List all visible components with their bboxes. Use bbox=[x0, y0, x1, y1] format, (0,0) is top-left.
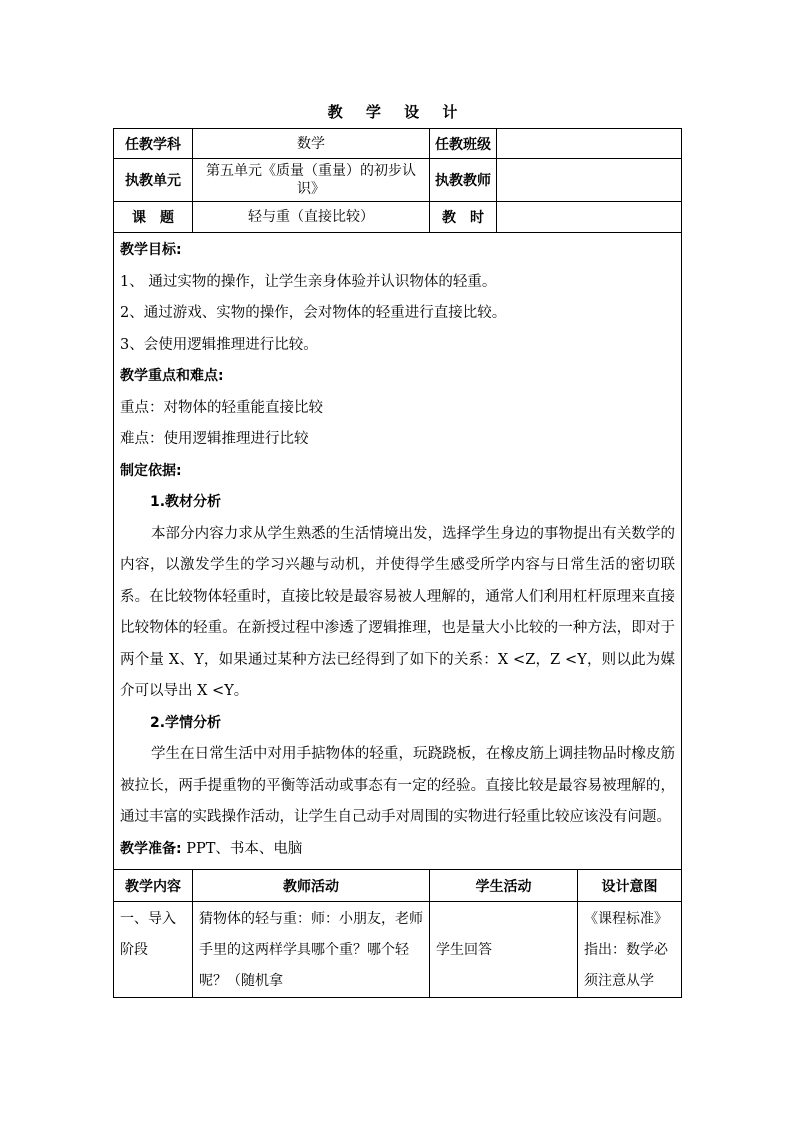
basis-heading: 制定依据: bbox=[120, 462, 182, 479]
preparation-label: 教学准备: bbox=[120, 840, 182, 857]
col-header-teacher: 教师活动 bbox=[193, 870, 430, 902]
lesson-plan-table bbox=[113, 128, 682, 998]
preparation bbox=[120, 834, 675, 866]
row-teacher-activity: 猜物体的轻与重：师：小朋友，老师手里的这两样学具哪个重？哪个轻呢？（随机拿 bbox=[193, 902, 430, 998]
key-point: 重点：对物体的轻重能直接比较 bbox=[120, 399, 323, 416]
lesson-value: 轻与重（直接比较） bbox=[193, 202, 430, 233]
difficulty-point: 难点：使用逻辑推理进行比较 bbox=[120, 431, 309, 447]
teacher-value bbox=[497, 159, 682, 202]
goal-item: 2、通过游戏、实物的操作，会对物体的轻重进行直接比较。 bbox=[120, 305, 507, 321]
subject-label: 任教学科 bbox=[114, 129, 193, 159]
col-header-intent: 设计意图 bbox=[578, 870, 682, 902]
goals-heading: 教学目标: bbox=[120, 242, 182, 258]
focus-heading: 教学重点和难点: bbox=[120, 368, 224, 384]
col-header-content: 教学内容 bbox=[114, 870, 193, 902]
textbook-analysis-text: 本部分内容力求从学生熟悉的生活情境出发，选择学生身边的事物提出有关数学的内容，以激发学生的学习兴趣与动机，并使得学生感受所学内容与日常生活的密切联系。在比较物体轻重时，直接比较是最容易被人理解的，通常人们利用杠杆原理来直接比较物体的轻重。在新授过程中渗透了逻辑推理，也是量大小比较的一种方法，即对于两个量 X、Y，如果通过某种方法已经得到了如下的关系：X <Z，Z <Y，则以此为媒介可以导出 X <Y。 bbox=[120, 525, 675, 699]
row-design-intent: 《课程标准》指出：数学必须注意从学 bbox=[578, 902, 682, 998]
row-content: 一、导入阶段 bbox=[114, 902, 193, 998]
lesson-label: 课 题 bbox=[114, 202, 193, 233]
class-label: 任教班级 bbox=[430, 129, 497, 159]
textbook-analysis-title: 1.教材分析 bbox=[150, 494, 222, 510]
row-student-activity: 学生回答 bbox=[430, 902, 578, 998]
document-title: 教 学 设 计 bbox=[327, 103, 467, 121]
class-value bbox=[497, 129, 682, 159]
preparation-value: PPT、书本、电脑 bbox=[181, 840, 303, 857]
student-analysis-title: 2.学情分析 bbox=[150, 714, 222, 731]
unit-value: 第五单元《质量（重量）的初步认识》 bbox=[193, 159, 430, 202]
student-analysis-text: 学生在日常生活中对用手掂物体的轻重，玩跷跷板，在橡皮筋上调挂物品时橡皮筋被拉长，两手提重物的平衡等活动或事态有一定的经验。直接比较是最容易被理解的，通过丰富的实践操作活动，让学生自己动手对周围的实物进行轻重比较应该没有问题。 bbox=[120, 746, 675, 825]
teacher-label: 执教教师 bbox=[430, 159, 497, 202]
goal-item: 3、会使用逻辑推理进行比较。 bbox=[120, 336, 318, 353]
unit-label: 执教单元 bbox=[114, 159, 193, 202]
time-label: 教 时 bbox=[430, 202, 497, 233]
subject-value: 数学 bbox=[193, 129, 430, 159]
time-value bbox=[497, 202, 682, 233]
plan-body bbox=[114, 233, 682, 870]
col-header-student: 学生活动 bbox=[430, 870, 578, 902]
goal-item: 1、 通过实物的操作，让学生亲身体验并认识物体的轻重。 bbox=[120, 273, 497, 290]
